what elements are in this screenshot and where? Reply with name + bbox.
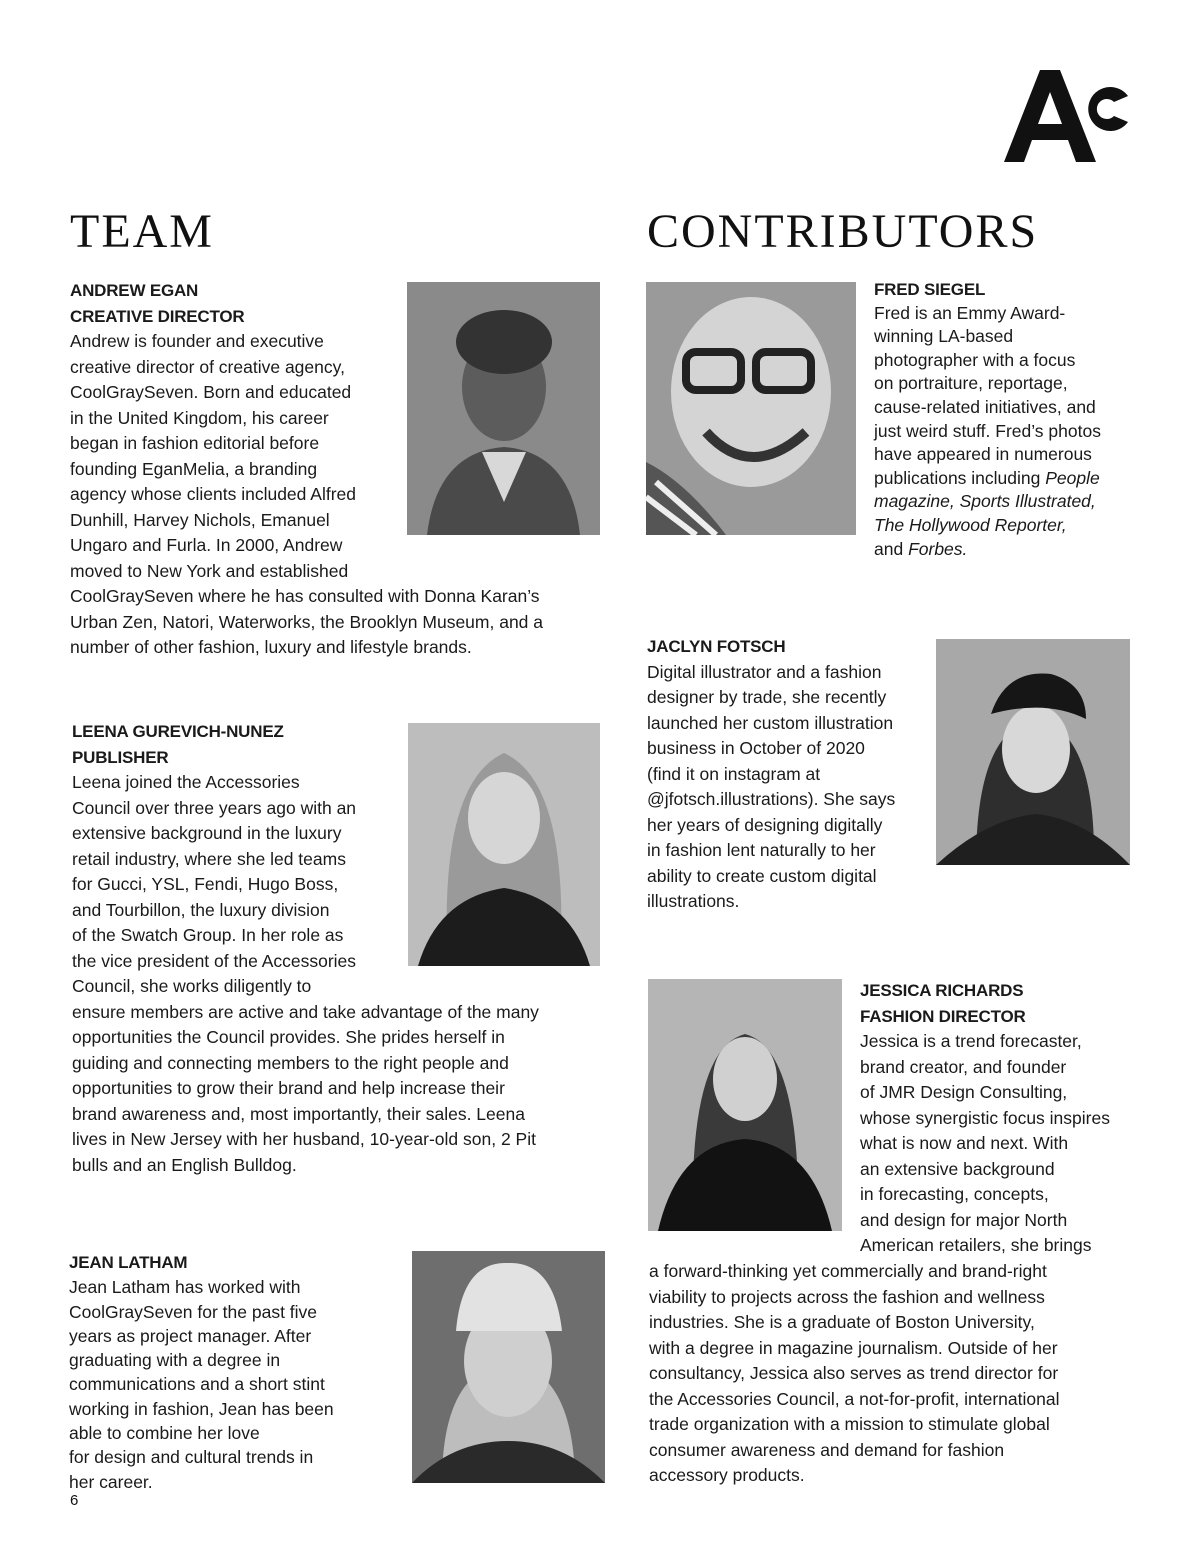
bio-line: her years of designing digitally (647, 814, 883, 835)
bio-line: business in October of 2020 (647, 738, 865, 758)
bio-line: on portraiture, reportage, (874, 373, 1068, 394)
bio-line: began in fashion editorial before (70, 433, 320, 453)
bio-line: Dunhill, Harvey Nichols, Emanuel (70, 509, 330, 530)
bio-line: just weird stuff. Fred’s photos (874, 420, 1101, 441)
bio-line: Council over three years ago with an (72, 797, 357, 818)
bio-line: the Accessories Council, a not-for-profit, international (649, 1388, 1060, 1409)
bio-line: in forecasting, concepts, (860, 1184, 1049, 1204)
bio-line: Andrew is founder and executive (70, 331, 324, 351)
jessica-richards-photo (648, 979, 842, 1231)
bio-line: opportunities the Council provides. She prides herself in (72, 1027, 505, 1047)
bio-line: industries. She is a graduate of Boston University, (649, 1312, 1035, 1332)
bio-line: of JMR Design Consulting, (860, 1082, 1068, 1102)
bio-line: opportunities to grow their brand and help increase their (72, 1078, 505, 1098)
publication-title: Forbes. (908, 538, 968, 559)
bio-line: designer by trade, she recently (647, 687, 887, 707)
fred-siegel-bio (874, 278, 1174, 561)
bio-line: trade organization with a mission to stimulate global (649, 1414, 1050, 1434)
leena-gurevich-nunez-name: LEENA GUREVICH-NUNEZ (72, 722, 284, 741)
bio-line: her career. (69, 1471, 153, 1492)
jaclyn-fotsch-photo (936, 639, 1130, 865)
leena-gurevich-nunez-role: PUBLISHER (72, 747, 169, 767)
bio-line: cause-related initiatives, and (874, 396, 1096, 417)
bio-text: and (874, 538, 909, 559)
bio-line: (find it on instagram at (647, 763, 821, 784)
bio-line: guiding and connecting members to the right people and (72, 1052, 509, 1073)
jean-latham-name: JEAN LATHAM (69, 1253, 188, 1272)
jessica-richards-bio-continued (649, 1259, 1149, 1489)
bio-line: winning LA-based (874, 326, 1014, 347)
team-heading: TEAM (70, 205, 214, 258)
bio-line: CoolGraySeven for the past five (69, 1301, 318, 1322)
andrew-egan-name: ANDREW EGAN (70, 281, 199, 300)
bio-line: accessory products. (649, 1465, 805, 1485)
bio-line: in fashion lent naturally to her (647, 840, 876, 860)
jean-latham-bio (69, 1251, 399, 1494)
bio-line: with a degree in magazine journalism. Outside of her (649, 1337, 1058, 1358)
bio-line (874, 514, 1174, 538)
bio-line: Urban Zen, Natori, Waterworks, the Brooklyn Museum, and a (70, 611, 544, 632)
bio-line: of the Swatch Group. In her role as (72, 925, 344, 945)
bio-line: working in fashion, Jean has been (69, 1398, 334, 1419)
bio-line (874, 490, 1174, 514)
ac-logo (1004, 66, 1132, 164)
bio-line (874, 467, 1174, 491)
bio-line: whose synergistic focus inspires (860, 1107, 1110, 1128)
bio-line: and Tourbillon, the luxury division (72, 899, 330, 920)
bio-line: consultancy, Jessica also serves as trend director for (649, 1363, 1059, 1383)
bio-line: brand creator, and founder (860, 1056, 1067, 1077)
bio-line: for design and cultural trends in (69, 1447, 314, 1468)
bio-text: publications including (874, 467, 1046, 488)
andrew-egan-role: CREATIVE DIRECTOR (70, 306, 245, 326)
bio-line: have appeared in numerous (874, 444, 1092, 465)
bio-line: creative director of creative agency, (70, 356, 345, 377)
bio-line: and design for major North (860, 1209, 1068, 1230)
publication-title: People (1045, 467, 1100, 488)
leena-gurevich-nunez-bio (72, 719, 597, 1178)
bio-line: agency whose clients included Alfred (70, 484, 357, 504)
contributors-heading: CONTRIBUTORS (647, 205, 1039, 258)
bio-line: communications and a short stint (69, 1374, 325, 1395)
bio-line: American retailers, she brings (860, 1235, 1092, 1255)
bio-line: number of other fashion, luxury and lifestyle brands. (70, 637, 472, 657)
jessica-richards-bio (860, 978, 1160, 1259)
fred-siegel-painting (646, 282, 856, 535)
bio-line: Jessica is a trend forecaster, (860, 1031, 1082, 1051)
bio-line: Ungaro and Furla. In 2000, Andrew (70, 535, 343, 555)
bio-line: ability to create custom digital (647, 865, 877, 886)
bio-line: Council, she works diligently to (72, 976, 312, 996)
bio-line: Jean Latham has worked with (69, 1277, 301, 1298)
bio-line: years as project manager. After (69, 1325, 312, 1346)
publication-title: magazine, Sports Illustrated, (874, 491, 1096, 512)
bio-line: extensive background in the luxury (72, 823, 342, 843)
bio-line: CoolGraySeven where he has consulted with Donna Karan’s (70, 586, 540, 606)
jaclyn-fotsch-bio (647, 634, 927, 915)
bio-line (874, 538, 1174, 562)
bio-line: able to combine her love (69, 1423, 260, 1444)
jessica-richards-name: JESSICA RICHARDS (860, 981, 1024, 1000)
bio-line: what is now and next. With (860, 1133, 1069, 1153)
bio-line: an extensive background (860, 1158, 1055, 1179)
page-number: 6 (70, 1492, 79, 1509)
bio-line: viability to projects across the fashion and wellness (649, 1286, 1045, 1307)
fred-siegel-name: FRED SIEGEL (874, 280, 986, 299)
publication-title: The Hollywood Reporter, (874, 514, 1067, 535)
bio-line: lives in New Jersey with her husband, 10-year-old son, 2 Pit (72, 1129, 536, 1149)
bio-line: graduating with a degree in (69, 1350, 281, 1371)
bio-line: launched her custom illustration (647, 712, 894, 733)
bio-line: moved to New York and established (70, 560, 349, 581)
bio-line: @jfotsch.illustrations). She says (647, 789, 896, 809)
bio-line: a forward-thinking yet commercially and brand-right (649, 1261, 1047, 1281)
bio-line: retail industry, where she led teams (72, 848, 346, 869)
bio-line: photographer with a focus (874, 349, 1076, 370)
jean-latham-photo (412, 1251, 605, 1483)
jessica-richards-role: FASHION DIRECTOR (860, 1006, 1026, 1026)
bio-line: Fred is an Emmy Award- (874, 302, 1066, 323)
bio-line: consumer awareness and demand for fashion (649, 1439, 1005, 1460)
bio-line: bulls and an English Bulldog. (72, 1154, 297, 1175)
bio-line: ensure members are active and take advantage of the many (72, 1001, 539, 1022)
bio-line: CoolGraySeven. Born and educated (70, 382, 352, 402)
bio-line: brand awareness and, most importantly, their sales. Leena (72, 1103, 525, 1124)
bio-line: Digital illustrator and a fashion (647, 661, 882, 682)
bio-line: founding EganMelia, a branding (70, 458, 318, 479)
bio-line: the vice president of the Accessories (72, 950, 357, 971)
bio-line: for Gucci, YSL, Fendi, Hugo Boss, (72, 874, 339, 894)
andrew-egan-bio (70, 278, 590, 661)
bio-line: Leena joined the Accessories (72, 772, 300, 792)
bio-line: illustrations. (647, 891, 740, 911)
bio-line: in the United Kingdom, his career (70, 407, 329, 428)
jaclyn-fotsch-name: JACLYN FOTSCH (647, 637, 786, 656)
